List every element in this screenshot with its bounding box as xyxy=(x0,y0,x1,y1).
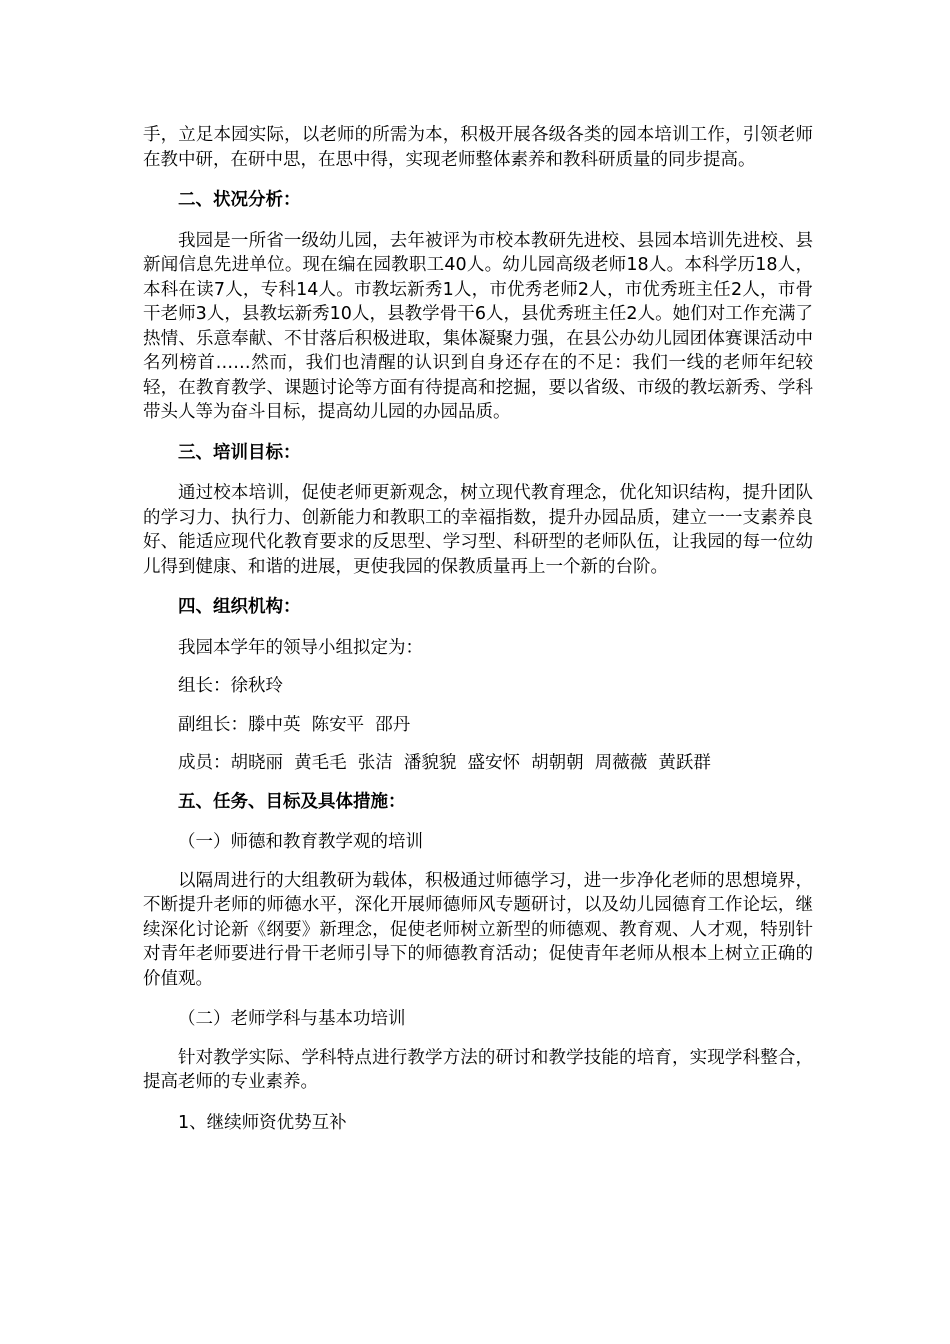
document-page xyxy=(143,123,813,1149)
org-leader: 组长：徐秋玲 xyxy=(178,676,283,696)
org-deputy: 副组长：滕中英 陈安平 邵丹 xyxy=(178,714,411,735)
section-3-body: 通过校本培训，促使老师更新观念，树立现代教育理念，优化知识结构，提升团队的学习力、执行力、创新能力和教职工的幸福指数，提升办园品质，建立一一支素养良好、能适应现代化教育要求的反思型、学习型、科研型的老师队伍，让我园的每一位幼儿得到健康、和谐的进展，更使我园的保教质量再上一个新的台阶。 xyxy=(143,483,813,577)
subsection-1-title: （一）师德和教育教学观的培训 xyxy=(178,832,423,852)
section-2-body: 我园是一所省一级幼儿园，去年被评为市校本教研先进校、县园本培训先进校、县新闻信息先进单位。现在编在园教职工40人。幼儿园高级老师18人。本科学历18人，本科在读7人，专科14人。市教坛新秀1人，市优秀老师2人，市优秀班主任2人，市骨干老师3人，县教坛新秀10人，县教学骨干6人，县优秀班主任2人。她们对工作充满了热情、乐意奉献、不甘落后积极进取，集体凝聚力强，在县公办幼儿园团体赛课活动中名列榜首……然而，我们也清醒的认识到自身还存在的不足：我们一线的老师年纪较轻，在教育教学、课题讨论等方面有待提高和挖掘，要以省级、市级的教坛新秀、学科带头人等为奋斗目标，提高幼儿园的办园品质。 xyxy=(143,230,813,422)
org-lead: 我园本学年的领导小组拟定为： xyxy=(178,637,423,658)
item-1-title: 1、继续师资优势互补 xyxy=(178,1112,347,1133)
section-2-heading: 二、状况分析： xyxy=(178,190,301,210)
section-4-heading: 四、组织机构： xyxy=(178,597,301,617)
subsection-1-body: 以隔周进行的大组教研为载体，积极通过师德学习，进一步净化老师的思想境界，不断提升老师的师德水平，深化开展师德师风专题研讨，以及幼儿园德育工作论坛，继续深化讨论新《纲要》新理念，促使老师树立新型的师德观、教育观、人才观，特别针对青年老师要进行骨干老师引导下的师德教育活动；促使青年老师从根本上树立正确的价值观。 xyxy=(143,870,813,989)
subsection-2-title: （二）老师学科与基本功培训 xyxy=(178,1009,406,1029)
section-5-heading: 五、任务、目标及具体措施： xyxy=(178,791,406,812)
intro-paragraph: 手，立足本园实际，以老师的所需为本，积极开展各级各类的园本培训工作，引领老师在教中研，在研中思，在思中得，实现老师整体素养和教科研质量的同步提高。 xyxy=(143,125,813,170)
section-3-heading: 三、培训目标： xyxy=(178,442,301,463)
org-members: 成员：胡晓丽 黄毛毛 张洁 潘貌貌 盛安怀 胡朝朝 周薇薇 黄跃群 xyxy=(178,753,711,773)
subsection-2-body: 针对教学实际、学科特点进行教学方法的研讨和教学技能的培育，实现学科整合，提高老师的专业素养。 xyxy=(143,1047,813,1092)
